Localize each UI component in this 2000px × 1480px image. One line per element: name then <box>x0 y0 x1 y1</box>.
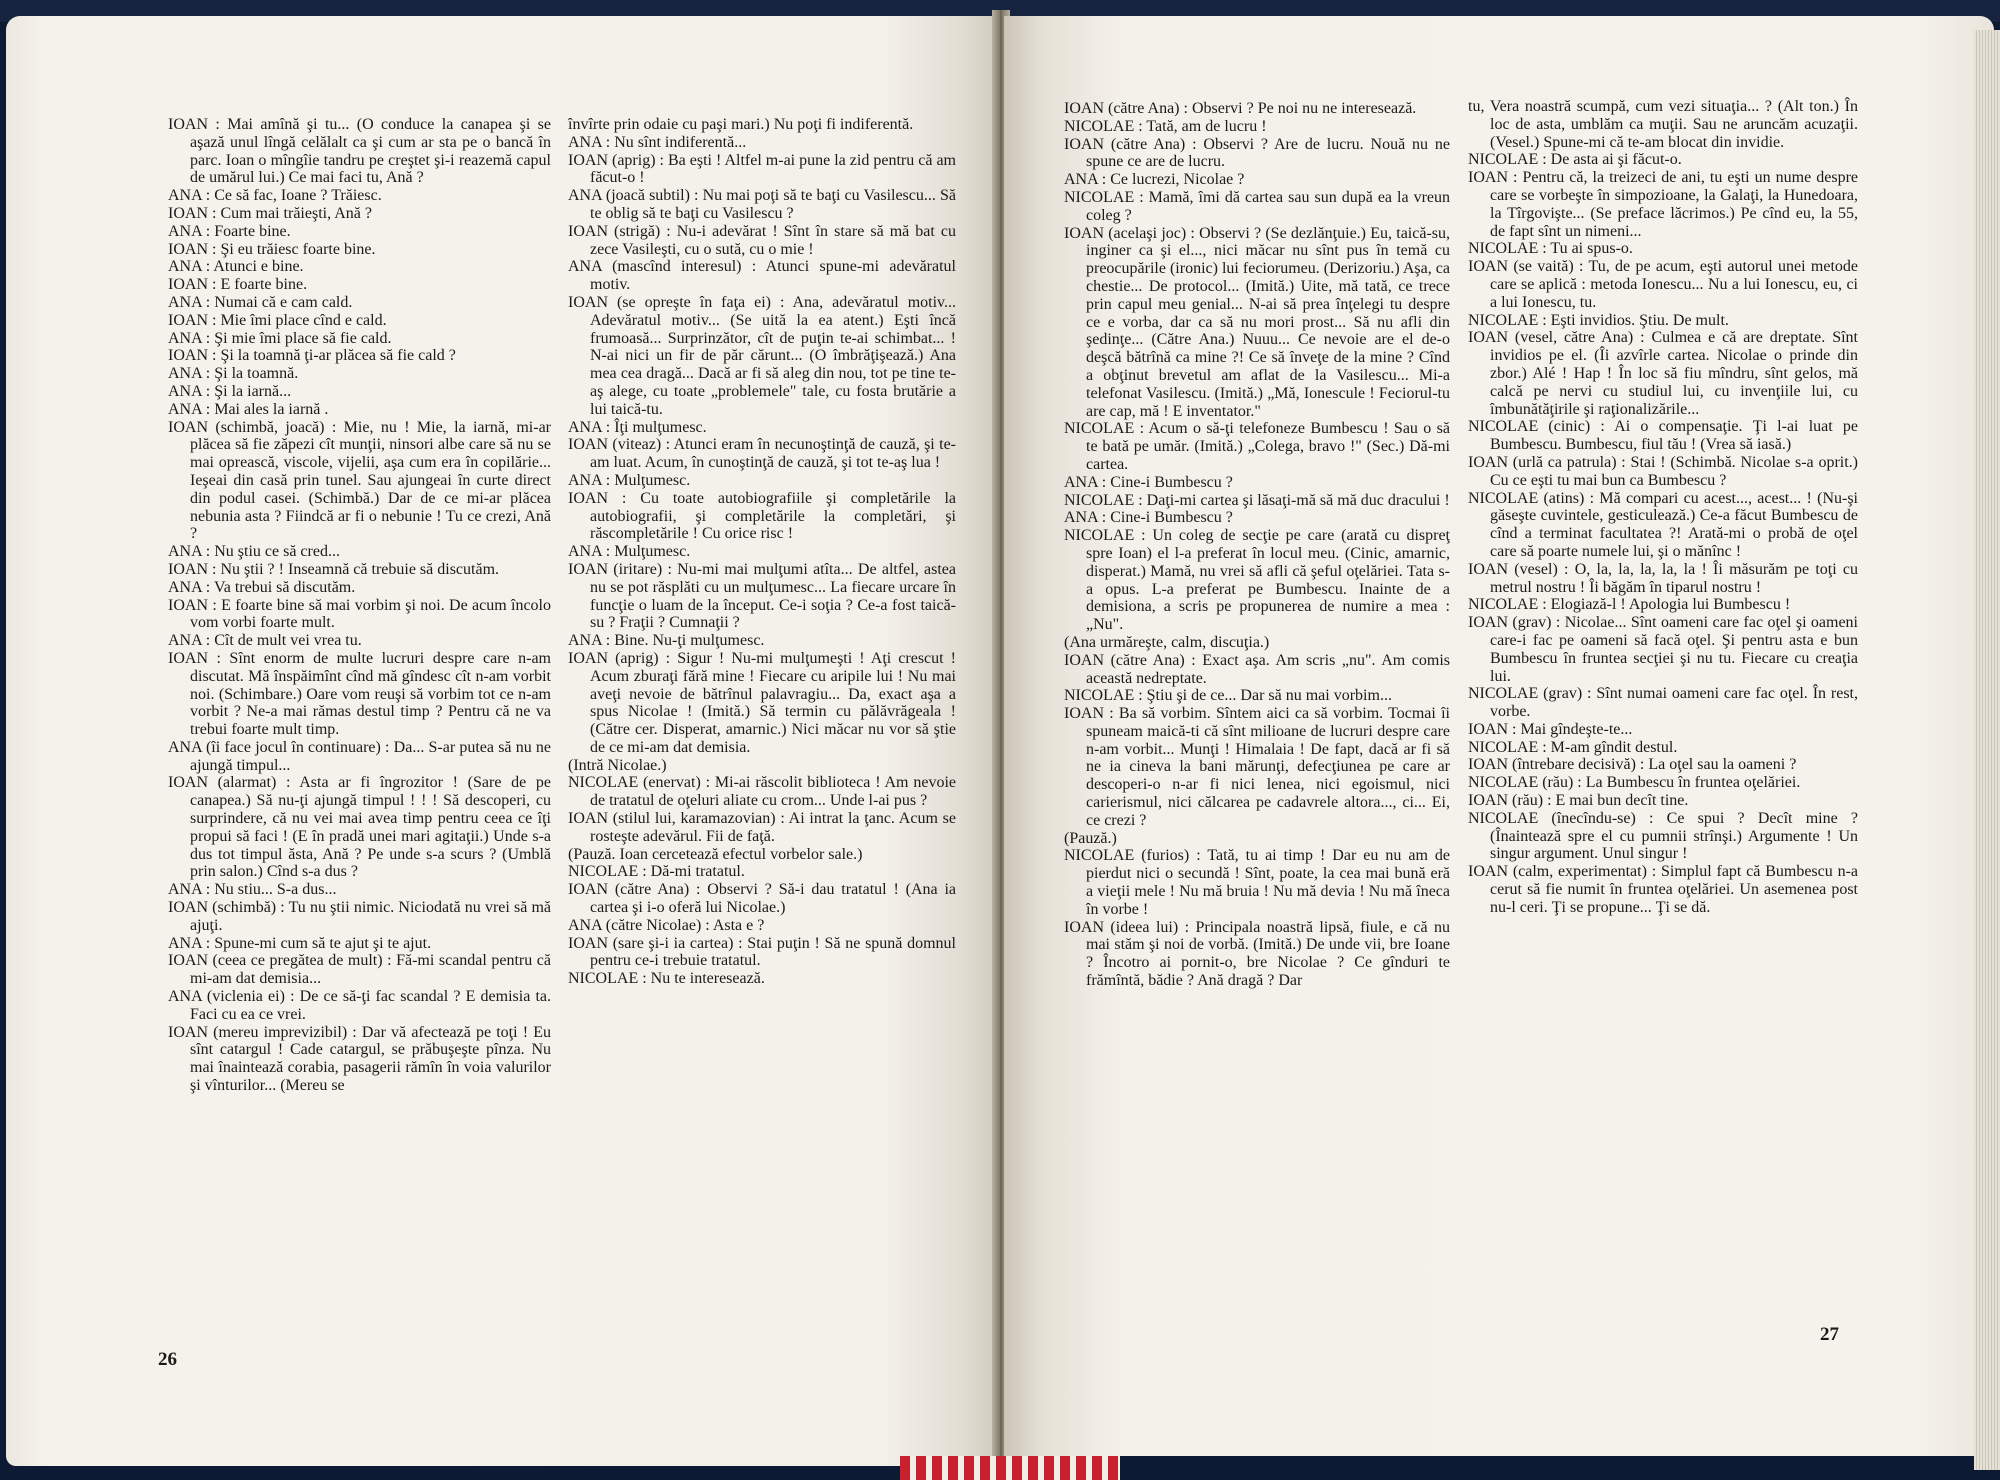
dialogue-line: ANA : Ce lucrezi, Nicolae ? <box>1064 171 1245 189</box>
dialogue-line: ANA : Ce să fac, Ioane ? Trăiesc. <box>168 187 382 205</box>
dialogue-line: IOAN (alarmat) : Asta ar fi îngrozitor ! (Sare de pe canapea.) Să nu-ţi ajungă timpul ! ! ! Să descoperi, cu surprindere, că nu vei mai avea timp pentru ceea ce îţi propui să faci ! (E în pradă unei mari agitaţii.) Unde s-a dus tot timpul ăsta, Ană ? Pe unde s-a scurs ? (Umblă prin salon.) Cînd s-a dus ? <box>168 774 551 881</box>
left-page <box>6 16 1000 1466</box>
dialogue-line: NICOLAE : Ştiu şi de ce... Dar să nu mai vorbim... <box>1064 687 1392 705</box>
dialogue-line: ANA : Îţi mulţumesc. <box>568 418 707 436</box>
dialogue-line: IOAN (rău) : E mai bun decît tine. <box>1468 792 1689 810</box>
right-page-column-1 <box>1064 100 1450 990</box>
dialogue-line: IOAN (calm, experimentat) : Simplul fapt că Bumbescu n-a cerut să fie numit în fruntea oţelăriei. Un asemenea post nu-l ceri. Ţi se propune... Ţi se dă. <box>1468 863 1858 916</box>
right-page <box>1004 16 1994 1456</box>
dialogue-line: NICOLAE (atins) : Mă compari cu acest..., acest... ! (Nu-şi găseşte cuvintele, gesticulează.) Ce-a făcut Bumbescu de cînd a terminat facultatea ?! Arată-mi o probă de oţel care să poarte numele lui, şi o mănînc ! <box>1468 489 1858 560</box>
dialogue-line: IOAN (grav) : Nicolae... Sînt oameni care fac oţel şi oameni care-i fac pe oameni să facă oţel. Şi pentru asta e bun Bumbescu în fruntea secţiei şi nu tu. Fiecare cu creaţia lui. <box>1468 614 1858 685</box>
dialogue-line: NICOLAE (înecîndu-se) : Ce spui ? Decît mine ? (Înaintează spre el cu pumnii strînşi.) Argumente ! Un singur argument. Unul singur ! <box>1468 809 1858 863</box>
dialogue-line: ANA (mascînd interesul) : Atunci spune-mi adevăratul motiv. <box>568 258 956 294</box>
dialogue-line: IOAN (acelaşi joc) : Observi ? (Se dezlănţuie.) Eu, taică-su, inginer ca şi el..., nici măcar nu sînt pus în temă cu preocupările (ironic) lui feciorumeu. (Derizoriu.) Aşa, ca chestie... De protocol... (Imită.) Uite, mă tată, ce trece prin capul meu genial... N-ai să prea înţelegi tu despre ce e vorba, dar ca să nu mori prost... Să nu afli din şedinţe... (Către Ana.) Nuuu... Ce nevoie are el de-o deşcă bătrînă ca mine ?! Ce să înveţe de la mine ? Cînd a obţinut brevetul am aflat de la Vasilescu... Mi-a telefonat Vasilescu. (Imită.) „Mă, Ionescule ! Feciorul-tu are cap, mă ! E inventator." <box>1064 224 1450 420</box>
dialogue-line: IOAN : Mie îmi place cînd e cald. <box>168 311 387 329</box>
dialogue-line: NICOLAE : Mamă, îmi dă cartea sau sun după ea la vreun coleg ? <box>1064 188 1450 224</box>
headband <box>900 1456 1120 1480</box>
dialogue-line: IOAN : Cum mai trăieşti, Ană ? <box>168 204 372 222</box>
dialogue-line: NICOLAE : Acum o să-ţi telefoneze Bumbescu ! Sau o să te bată pe umăr. (Imită.) „Colega, bravo !" (Sec.) Dă-mi cartea. <box>1064 420 1450 473</box>
dialogue-line: ANA : Cine-i Bumbescu ? <box>1064 473 1233 491</box>
dialogue-line: ANA (viclenia ei) : De ce să-ţi fac scandal ? E demisia ta. Faci cu ea ce vrei. <box>168 988 551 1023</box>
dialogue-line: IOAN (întrebare decisivă) : La oţel sau la oameni ? <box>1468 756 1797 774</box>
dialogue-line: NICOLAE (cinic) : Ai o compensaţie. Ţi l-ai luat pe Bumbescu. Bumbescu, fiul tău ! (Vrea să iasă.) <box>1468 418 1858 454</box>
dialogue-line: NICOLAE : Tu ai spus-o. <box>1468 240 1633 258</box>
dialogue-line: IOAN (schimbă, joacă) : Mie, nu ! Mie, la iarnă, mi-ar plăcea să fie zăpezi cît munţii, ninsori albe care să nu se mai oprească, viscole, vijelii, aşa cum era în copilărie... Ieşeai din casă prin tunel. Sau ajungeai în curte direct din podul casei. (Schimbă.) Dar de ce mi-ar plăcea nebunia asta ? Fiindcă ar fi o nebunie ! Tu ce crezi, Ană ? <box>168 418 551 543</box>
dialogue-line: NICOLAE : Dă-mi tratatul. <box>568 863 745 881</box>
dialogue-line: ANA : Foarte bine. <box>168 222 291 240</box>
dialogue-line: IOAN : Nu ştii ? ! Inseamnă că trebuie să discutăm. <box>168 560 500 578</box>
dialogue-line: NICOLAE : Elogiază-l ! Apologia lui Bumbescu ! <box>1468 596 1791 614</box>
dialogue-line: ANA : Mai ales la iarnă . <box>168 400 329 418</box>
dialogue-line: IOAN (ceea ce pregătea de mult) : Fă-mi scandal pentru că mi-am dat demisia... <box>168 952 551 988</box>
dialogue-line: NICOLAE : De asta ai şi făcut-o. <box>1468 151 1682 169</box>
dialogue-line: NICOLAE : Un coleg de secţie pe care (arată cu dispreţ spre Ioan) el l-a preferat în locul meu. (Cinic, amarnic, disperat.) Mamă, nu vrei să afli că şeful oţelăriei. Tata s-a opus. L-a preferat pe Bumbescu. Inainte de a demisiona, a scris pe propunerea de numire a mea : „Nu". <box>1064 527 1450 634</box>
dialogue-line: IOAN (urlă ca patrula) : Stai ! (Schimbă. Nicolae s-a oprit.) Cu ce eşti tu mai bun ca Bumbescu ? <box>1468 453 1858 489</box>
dialogue-line: ANA : Mulţumesc. <box>568 471 691 489</box>
dialogue-line: IOAN (iritare) : Nu-mi mai mulţumi atîta... De altfel, astea nu se pot răsplăti cu un mulţumesc... La fiecare urcare în funcţie o luam de la început. Ce-i soţia ? Ce-a fost taică-su ? Fraţii ? Cumnaţii ? <box>568 560 956 632</box>
dialogue-line: IOAN : Şi la toamnă ţi-ar plăcea să fie cald ? <box>168 347 456 365</box>
dialogue-line: IOAN (strigă) : Nu-i adevărat ! Sînt în stare să mă bat cu zece Vasileşti, cu o sută, cu o mie ! <box>568 222 956 258</box>
dialogue-line: IOAN (către Ana) : Exact aşa. Am scris „nu". Am comis această nedreptate. <box>1064 651 1450 687</box>
dialogue-line: (Pauză. Ioan cercetează efectul vorbelor sale.) <box>568 845 863 863</box>
dialogue-line: IOAN (către Ana) : Observi ? Pe noi nu ne interesează. <box>1064 100 1417 117</box>
dialogue-line: IOAN : E foarte bine să mai vorbim şi noi. De acum încolo vom vorbi foarte mult. <box>168 596 551 632</box>
dialogue-line: (Ana urmăreşte, calm, discuţia.) <box>1064 633 1270 651</box>
dialogue-line: NICOLAE : Tată, am de lucru ! <box>1064 117 1267 135</box>
dialogue-line: IOAN (vesel, către Ana) : Culmea e că are dreptate. Sînt invidios pe el. (Îi azvîrle cartea. Nicolae o prinde din zbor.) Alé ! Hap ! În loc să fiu mîndru, sînt gelos, mă calcă pe nervi cu studiul lui, cu invenţiile lui, cu îmbunătăţirile şi raţionalizările... <box>1468 329 1858 418</box>
dialogue-line: ANA : Şi mie îmi place să fie cald. <box>168 329 392 347</box>
left-page-column-1 <box>168 116 551 1095</box>
dialogue-line: ANA : Numai că e cam cald. <box>168 293 353 311</box>
dialogue-line: IOAN (viteaz) : Atunci eram în necunoştinţă de cauză, şi te-am luat. Acum, în cunoştinţă de cauză, şi tot te-aş lua ! <box>568 436 956 472</box>
dialogue-line: ANA : Nu sînt indiferentă... <box>568 133 747 151</box>
dialogue-line: ANA : Nu ştiu ce să cred... <box>168 543 340 561</box>
page-number-left: 26 <box>158 1349 177 1370</box>
dialogue-line: IOAN (aprig) : Ba eşti ! Altfel m-ai pune la zid pentru că am făcut-o ! <box>568 151 956 187</box>
dialogue-line: ANA : Cine-i Bumbescu ? <box>1064 509 1233 527</box>
dialogue-line: (Pauză.) <box>1064 829 1117 847</box>
dialogue-line: învîrte prin odaie cu paşi mari.) Nu poţi fi indiferentă. <box>568 116 914 133</box>
dialogue-line: NICOLAE : Nu te interesează. <box>568 970 765 988</box>
dialogue-line: ANA : Spune-mi cum să te ajut şi te ajut. <box>168 934 432 952</box>
dialogue-line: IOAN (stilul lui, karamazovian) : Ai intrat la ţanc. Acum se rosteşte adevărul. Fii de faţă. <box>568 810 956 845</box>
dialogue-line: ANA : Nu stiu... S-a dus... <box>168 881 337 899</box>
dialogue-line: IOAN (către Ana) : Observi ? Are de lucru. Nouă nu ne spune ce are de lucru. <box>1064 135 1450 171</box>
dialogue-line: IOAN : Cu toate autobiografiile şi completările la autobiografii, şi completările la completări, şi răscompletările ! Cu orice risc ! <box>568 489 956 543</box>
dialogue-line: NICOLAE : M-am gîndit destul. <box>1468 738 1678 756</box>
dialogue-line: tu, Vera noastră scumpă, cum vezi situaţia... ? (Alt ton.) În loc de asta, umblăm ca muţii. Sau ne aruncăm acuzaţii. (Vesel.) Spune-mi că te-am blocat din invidie. <box>1468 98 1858 151</box>
dialogue-line: IOAN : E foarte bine. <box>168 276 308 294</box>
dialogue-line: IOAN : Ba să vorbim. Sîntem aici ca să vorbim. Tocmai îi spuneam maică-ti că sînt milioane de lucruri despre care n-am vorbit... Munţi ! Himalaia ! De fapt, dacă ar fi să ne ia cineva la bani mărunţi, defecţiunea pe care ar descoperi-o n-ar fi nici lenea, nici egoismul, nici carierismul, nici călcarea pe cadavrele altora..., ci... Ei, ce crezi ? <box>1064 705 1450 829</box>
dialogue-line: NICOLAE : Eşti invidios. Ştiu. De mult. <box>1468 311 1729 329</box>
dialogue-line: NICOLAE (enervat) : Mi-ai răscolit biblioteca ! Am nevoie de tratatul de oţeluri aliate cu crom... Unde l-ai pus ? <box>568 774 956 810</box>
left-page-column-2 <box>568 116 956 988</box>
dialogue-line: ANA : Şi la iarnă... <box>168 382 292 400</box>
dialogue-line: IOAN (se opreşte în faţa ei) : Ana, adevăratul motiv... Adevăratul motiv... (Se uită la ea atent.) Eşti încă frumoasă... Surprinzător, cît de puţin te-ai schimbat... ! N-ai nici un fir de păr cărunt... (O îmbrăţişează.) Ana mea cea dragă... Dacă ar fi să aleg din nou, tot pe tine te-aş alege, cu toate „problemele" tale, cu fosta brutărie a lui taică-tu. <box>568 293 956 418</box>
dialogue-line: NICOLAE : Daţi-mi cartea şi lăsaţi-mă să mă duc dracului ! <box>1064 491 1450 509</box>
dialogue-line: IOAN (către Ana) : Observi ? Să-i dau tratatul ! (Ana ia cartea şi i-o oferă lui Nicolae.) <box>568 881 956 917</box>
dialogue-line: IOAN (se vaită) : Tu, de pe acum, eşti autorul unei metode care se aplică : metoda Ionescu... Nu a lui Ionescu, eu, ci a lui Ionescu, tu. <box>1468 258 1858 311</box>
dialogue-line: NICOLAE (grav) : Sînt numai oameni care fac oţel. În rest, vorbe. <box>1468 685 1858 721</box>
dialogue-line: IOAN (mereu imprevizibil) : Dar vă afectează pe toţi ! Eu sînt catargul ! Cade catargul, se prăbuşeşte pînza. Nu mai înaintează corabia, pasagerii rămîn în voia valurilor şi vînturilor... (Mereu se <box>168 1023 551 1095</box>
dialogue-line: ANA : Bine. Nu-ţi mulţumesc. <box>568 632 765 650</box>
dialogue-line: IOAN : Şi eu trăiesc foarte bine. <box>168 240 376 258</box>
dialogue-line: ANA : Atunci e bine. <box>168 258 304 276</box>
page-stack-edge <box>1974 30 2000 1470</box>
dialogue-line: IOAN (aprig) : Sigur ! Nu-mi mulţumeşti ! Aţi crescut ! Acum zburaţi fără mine ! Fiecare cu aripile lui ! Nu mai aveţi nevoie de bătrînul palavragiu... Da, exact aşa a spus Nicolae ! (Imită.) Să termin cu pălăvrăgeala ! (Către cer. Disperat, amarnic.) Nici măcar nu vor să ştie de ce mi-am dat demisia. <box>568 649 956 756</box>
dialogue-line: ANA (joacă subtil) : Nu mai poţi să te baţi cu Vasilescu... Să te oblig să te baţi cu Vasilescu ? <box>568 187 956 222</box>
dialogue-line: IOAN (vesel) : O, la, la, la, la, la ! Îi măsurăm pe toţi cu metrul nostru ! Îi băgăm în tiparul nostru ! <box>1468 560 1858 596</box>
dialogue-line: ANA : Şi la toamnă. <box>168 365 299 383</box>
dialogue-line: IOAN : Pentru că, la treizeci de ani, tu eşti un nume despre care se vorbeşte în simpozioane, la Galaţi, la Hunedoara, la Tîrgovişte... (Se preface lăcrimos.) Pe cînd eu, la 55, de fapt sînt un nimeni... <box>1468 169 1858 240</box>
dialogue-line: ANA : Cît de mult vei vrea tu. <box>168 632 362 650</box>
right-page-column-2 <box>1468 98 1858 917</box>
dialogue-line: IOAN (sare şi-i ia cartea) : Stai puţin ! Să ne spună domnul pentru ce-i trebuie tratatul. <box>568 934 956 970</box>
page-number-right: 27 <box>1820 1324 1839 1345</box>
dialogue-line: ANA (îi face jocul în continuare) : Da... S-ar putea să nu ne ajungă timpul... <box>168 738 551 774</box>
dialogue-line: IOAN : Mai amînă şi tu... (O conduce la canapea şi se aşază unul lîngă celălalt ca şi cum ar sta pe o bancă în parc. Ioan o mîngîie tandru pe creştet şi-i reazemă capul de umărul lui.) Ce mai faci tu, Ană ? <box>168 116 551 187</box>
dialogue-line: ANA : Mulţumesc. <box>568 543 691 561</box>
dialogue-line: (Intră Nicolae.) <box>568 756 667 774</box>
dialogue-line: IOAN (schimbă) : Tu nu ştii nimic. Niciodată nu vrei să mă ajuţi. <box>168 899 551 934</box>
dialogue-line: IOAN : Sînt enorm de multe lucruri despre care n-am discutat. Mă înspăimînt cînd mă gîndesc cît n-am vorbit noi. (Schimbare.) Oare vom reuşi să vorbim tot ce n-am vorbit ? Ne-a mai rămas destul timp ? Pentru că ne va trebui foarte mult timp. <box>168 649 551 739</box>
dialogue-line: ANA (către Nicolae) : Asta e ? <box>568 916 765 934</box>
dialogue-line: IOAN : Mai gîndeşte-te... <box>1468 720 1633 738</box>
dialogue-line: IOAN (ideea lui) : Principala noastră lipsă, fiule, e că nu mai stăm şi noi de vorbă. (Imită.) De unde vii, bre Ioane ? Încotro ai pornit-o, bre Nicolae ? Ce gînduri te frămîntă, bădie ? Ană dragă ? Dar <box>1064 918 1450 990</box>
dialogue-line: NICOLAE (rău) : La Bumbescu în fruntea oţelăriei. <box>1468 774 1801 792</box>
dialogue-line: ANA : Va trebui să discutăm. <box>168 578 356 596</box>
dialogue-line: NICOLAE (furios) : Tată, tu ai timp ! Dar eu nu am de pierdut nici o secundă ! Sînt, poate, la cea mai bună eră a vieţii mele ! Nu mă bruia ! Nu mă devia ! Nu mă îneca în vorbe ! <box>1064 847 1450 918</box>
